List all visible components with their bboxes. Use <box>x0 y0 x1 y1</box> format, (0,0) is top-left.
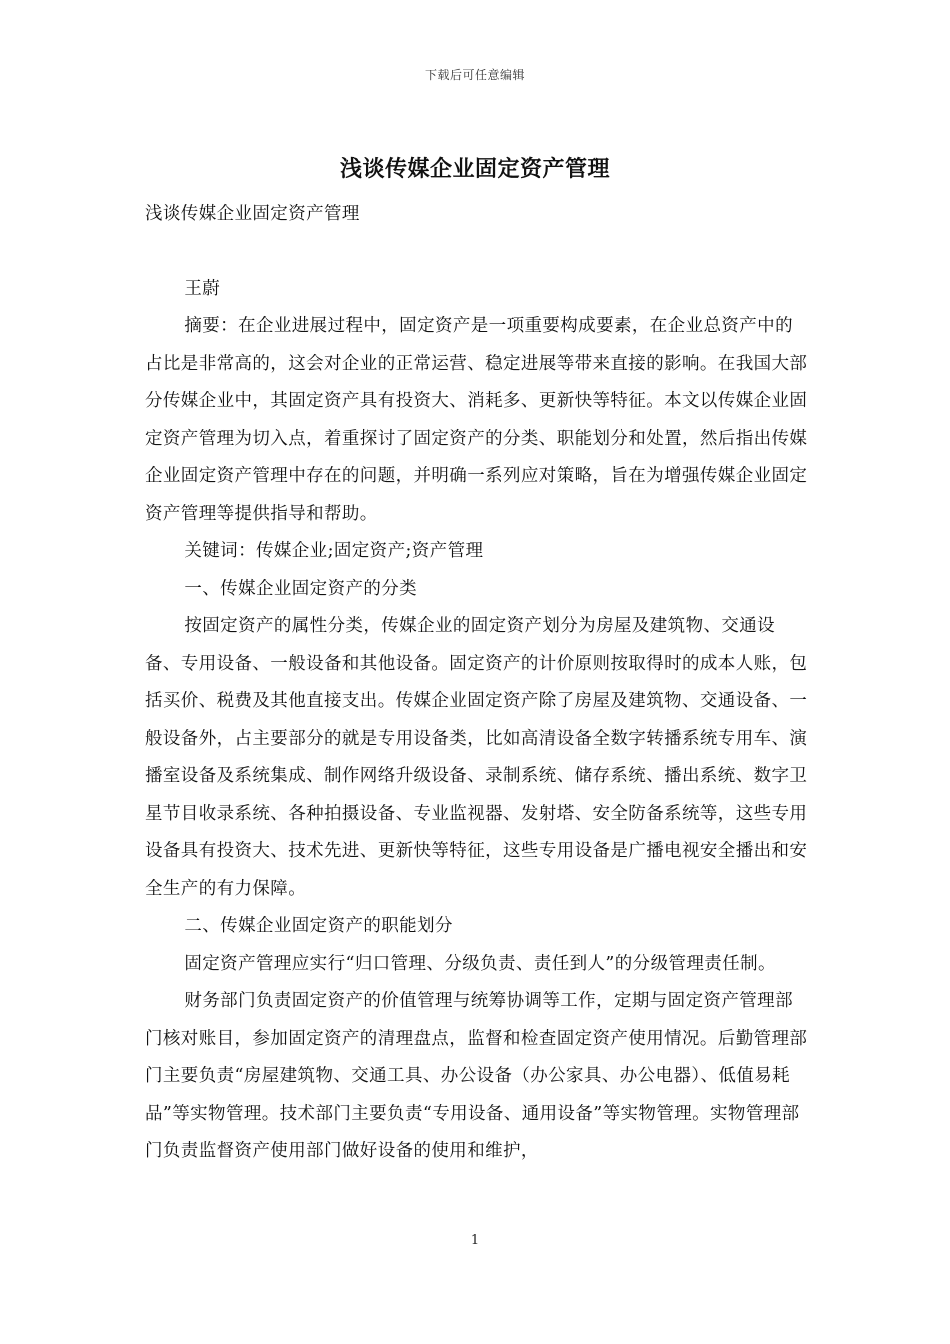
blank-line <box>145 234 810 271</box>
header-note: 下载后可任意编辑 <box>424 68 525 82</box>
document-subtitle: 浅谈传媒企业固定资产管理 <box>145 204 360 224</box>
author-name: 王蔚 <box>184 278 221 299</box>
document-title: 浅谈传媒企业固定资产管理 <box>339 156 610 182</box>
section-2-paragraph-2: 财务部门负责固定资产的价值管理与统筹协调等工作，定期与固定资产管理部门核对账目，参加固定资产的清理盘点，监督和检查固定资产使用情况。后勤管理部门主要负责“房屋建筑物、交通工具、办公设备（办公家具、办公电器）、低值易耗品”等实物管理。技术部门主要负责“专用设备、通用设备”等实物管理。实物管理部门负责监督资产使用部门做好设备的使用和维护， <box>145 991 808 1161</box>
section-2-paragraph-1: 固定资产管理应实行“归口管理、分级负责、责任到人”的分级管理责任制。 <box>184 953 776 974</box>
section-1-paragraph: 按固定资产的属性分类，传媒企业的固定资产划分为房屋及建筑物、交通设备、专用设备、一般设备和其他设备。固定资产的计价原则按取得时的成本人账，包括买价、税费及其他直接支出。传媒企业固定资产除了房屋及建筑物、交通设备、一般设备外，占主要部分的就是专用设备类，比如高清设备全数字转播系统专用车、演播室设备及系统集成、制作网络升级设备、录制系统、储存系统、播出系统、数字卫星节目收录系统、各种拍摄设备、专业监视器、发射塔、安全防备系统等，这些专用设备具有投资大、技术先进、更新快等特征，这些专用设备是广播电视安全播出和安全生产的有力保障。 <box>145 616 808 899</box>
section-1-heading: 一、传媒企业固定资产的分类 <box>184 578 418 599</box>
page-number: 1 <box>470 1233 480 1248</box>
section-2-heading: 二、传媒企业固定资产的职能划分 <box>184 916 453 936</box>
abstract-paragraph: 摘要：在企业进展过程中，固定资产是一项重要构成要素，在企业总资产中的占比是非常高的，这会对企业的正常运营、稳定进展等带来直接的影响。在我国大部分传媒企业中，其固定资产具有投资大、消耗多、更新快等特征。本文以传媒企业固定资产管理为切入点，着重探讨了固定资产的分类、职能划分和处置，然后指出传媒企业固定资产管理中存在的问题，并明确一系列应对策略，旨在为增强传媒企业固定资产管理等提供指导和帮助。 <box>145 316 808 524</box>
document-body <box>145 196 810 1171</box>
keywords-line: 关键词：传媒企业;固定资产;资产管理 <box>184 541 484 561</box>
